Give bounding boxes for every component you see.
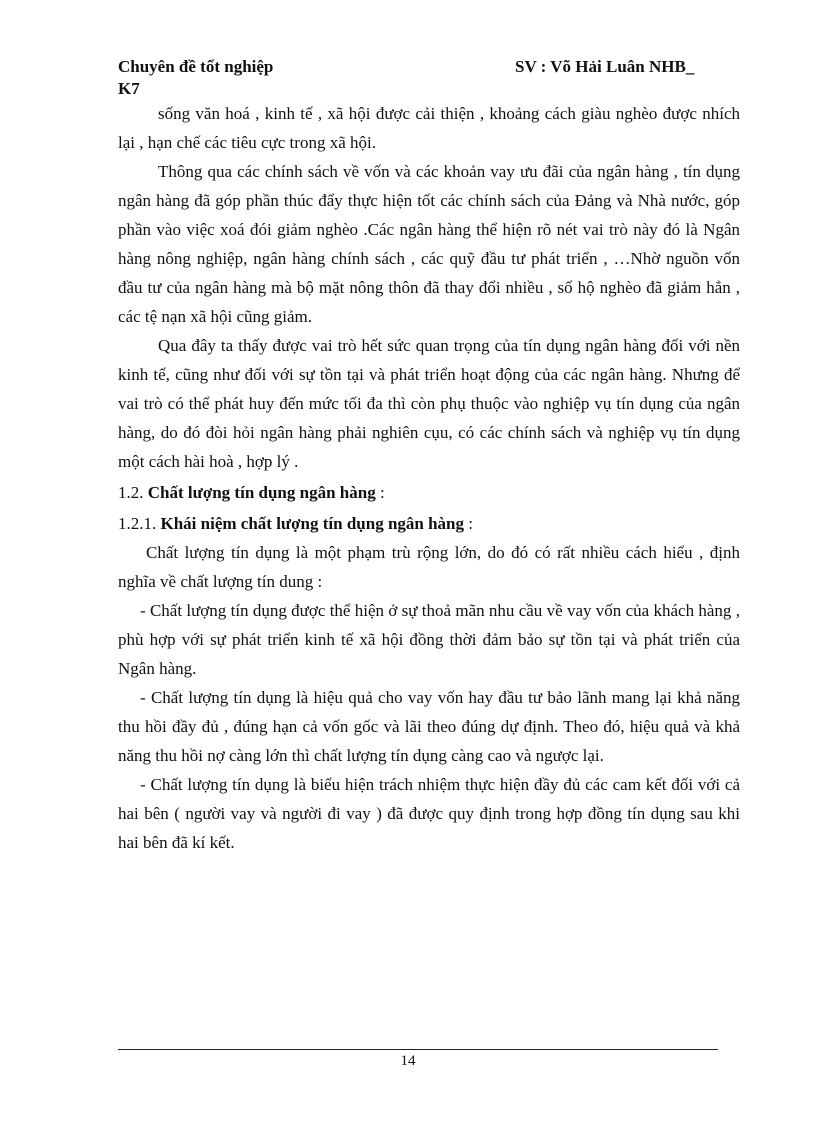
paragraph-2: Thông qua các chính sách về vốn và các khoản vay ưu đãi của ngân hàng , tín dụng ngân hàng đã góp phần thúc đẩy thực hiện tốt các chính sách của Đảng và Nhà nước, góp phần vào việc xoá đói giảm nghèo .Các ngân hàng thể hiện rõ nét vai trò này đó là Ngân hàng nông nghiệp, ngân hàng chính sách , các quỹ đầu tư phát triển , …Nhờ nguồn vốn đầu tư của ngân hàng mà bộ mặt nông thôn đã thay đổi nhiều , số hộ nghèo đã giảm hẳn , các tệ nạn xã hội cũng giảm.	[118, 162, 740, 326]
subsection-number: 1.2.1.	[118, 514, 161, 533]
document-body	[118, 99, 740, 857]
subsection-title: Khái niệm chất lượng tín dụng ngân hàng	[160, 514, 465, 533]
section-title: Chất lượng tín dụng ngân hàng	[147, 483, 376, 502]
section-heading-1-2-1	[118, 509, 740, 538]
paragraph-3: Qua đây ta thấy được vai trò hết sức quan trọng của tín dụng ngân hàng đối với nền kinh tế, cũng như đối với sự tồn tại và phát triển hoạt động của các ngân hàng. Nhưng để vai trò có thể phát huy đến mức tối đa thì còn phụ thuộc vào nghiệp vụ tín dụng của ngân hàng, do đó đòi hỏi ngân hàng phải nghiên cụu, có các chính sách và nghiệp vụ tín dụng một cách hài hoà , hợp lý .	[118, 336, 740, 471]
header-author: SV : Võ Hải Luân NHB_	[515, 57, 695, 76]
definition-intro: Chất lượng tín dụng là một phạm trù rộng lớn, do đó có rất nhiều cách hiểu , định nghĩa về chất lượng tín dung :	[118, 543, 740, 591]
page-number: 14	[400, 1053, 416, 1069]
header-title: Chuyên đề tốt nghiệp	[118, 57, 274, 76]
definition-item-2: - Chất lượng tín dụng là hiệu quả cho vay vốn hay đầu tư bảo lãnh mang lại khả năng thu hồi đầy đủ , đúng hạn cả vốn gốc và lãi theo đúng dự định. Theo đó, hiệu quả và khả năng thu hồi nợ càng lớn thì chất lượng tín dụng càng cao và ngược lại.	[118, 688, 740, 765]
header-author-continuation: K7	[118, 79, 140, 98]
definition-item-3: - Chất lượng tín dụng là biểu hiện trách nhiệm thực hiện đầy đủ các cam kết đối với cả hai bên ( người vay và người đi vay ) đã được quy định trong hợp đồng tín dụng sau khi hai bên đã kí kết.	[118, 775, 740, 852]
section-number: 1.2.	[118, 483, 148, 502]
section-suffix: :	[375, 483, 385, 502]
footer-divider	[118, 1049, 718, 1050]
paragraph-1: sống văn hoá , kinh tế , xã hội được cải thiện , khoảng cách giàu nghèo được nhích lại , hạn chế các tiêu cực trong xã hội.	[118, 104, 740, 152]
definition-item-1: - Chất lượng tín dụng được thể hiện ở sự thoả mãn nhu cầu về vay vốn của khách hàng , phù hợp với sự phát triển kinh tế xã hội đồng thời đảm bảo sự tồn tại và phát triển của Ngân hàng.	[118, 601, 740, 678]
section-heading-1-2	[118, 478, 740, 507]
subsection-suffix: :	[464, 514, 473, 533]
